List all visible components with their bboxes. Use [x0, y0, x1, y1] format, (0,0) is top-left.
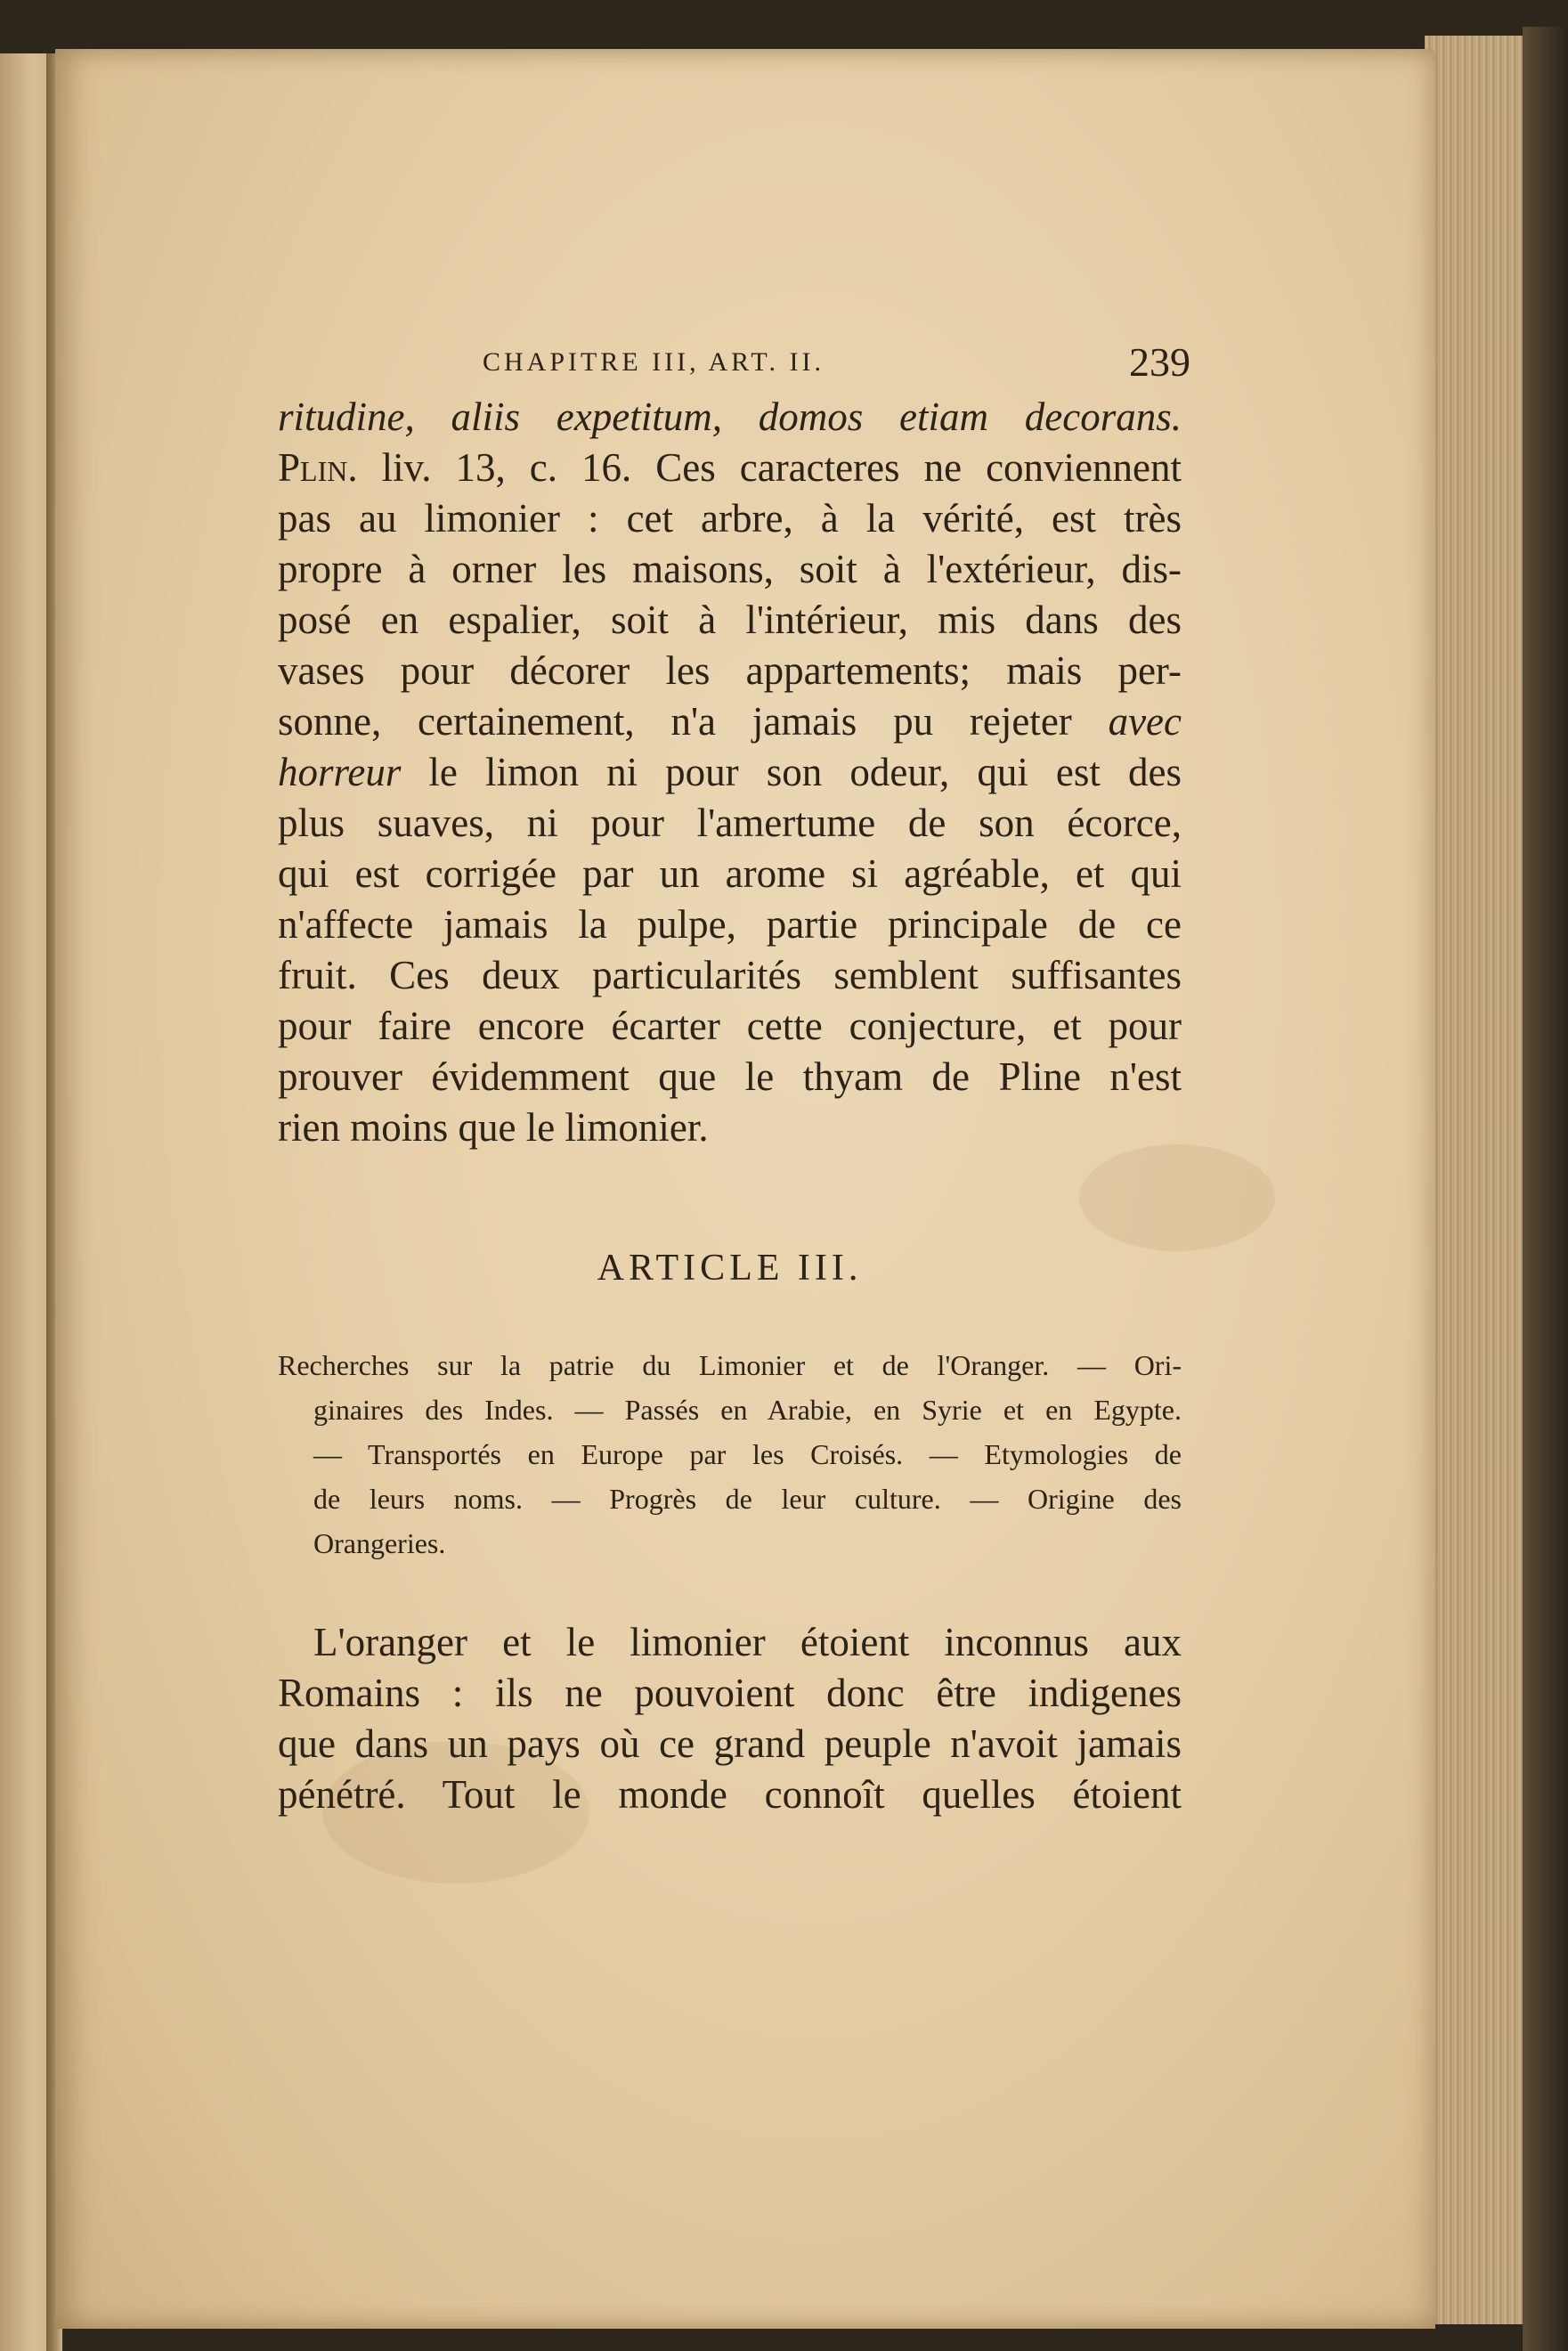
paragraph-2 [278, 1617, 1182, 1820]
summary-line: — Transportés en Europe par les Croisés. — Etymologies de [313, 1438, 1182, 1470]
text-line: vases pour décorer les appartements; mais per- [278, 648, 1182, 693]
text-line: ritudine, aliis expetitum, domos etiam decorans. [278, 395, 1182, 439]
article-heading: ARTICLE III. [597, 1248, 863, 1289]
text-line: propre à orner les maisons, soit à l'extérieur, dis- [278, 547, 1182, 591]
text-line: qui est corrigée par un arome si agréable, et qui [278, 851, 1182, 896]
text-line: prouver évidemment que le thyam de Pline n'est [278, 1054, 1182, 1099]
running-title: CHAPITRE III, ART. II. [483, 347, 825, 377]
text-line: rien moins que le limonier. [278, 1105, 709, 1150]
text-line: pas au limonier : cet arbre, à la vérité, est très [278, 496, 1182, 541]
text-line: plus suaves, ni pour l'amertume de son écorce, [278, 801, 1182, 845]
paragraph-1 [278, 392, 1182, 1153]
text-line: Romains : ils ne pouvoient donc être indigenes [278, 1671, 1182, 1715]
summary-line: Recherches sur la patrie du Limonier et de l'Oranger. — Ori- [278, 1349, 1182, 1381]
background-shadow [1523, 27, 1568, 2351]
text-line: que dans un pays où ce grand peuple n'avoit jamais [278, 1721, 1182, 1766]
text-line: L'oranger et le limonier étoient inconnus aux [313, 1620, 1182, 1664]
running-head [278, 338, 1190, 392]
article-summary [278, 1343, 1182, 1566]
text-line: sonne, certainement, n'a jamais pu rejeter avec [278, 699, 1182, 744]
text-line: pénétré. Tout le monde connoît quelles étoient [278, 1772, 1182, 1817]
book-page [55, 49, 1435, 2329]
text-line: n'affecte jamais la pulpe, partie principale de ce [278, 902, 1182, 947]
text-line: pour faire encore écarter cette conjecture, et pour [278, 1004, 1182, 1048]
summary-line: de leurs noms. — Progrès de leur culture. — Origine des [313, 1483, 1182, 1515]
page-fore-edge [1425, 36, 1526, 2324]
summary-line: Orangeries. [313, 1527, 446, 1559]
text-line: Plin. liv. 13, c. 16. Ces caracteres ne conviennent [278, 445, 1182, 490]
summary-line: ginaires des Indes. — Passés en Arabie, en Syrie et en Egypte. [313, 1394, 1182, 1426]
text-line: fruit. Ces deux particularités semblent suffisantes [278, 953, 1182, 997]
page-number: 239 [1129, 339, 1190, 385]
text-line: horreur le limon ni pour son odeur, qui est des [278, 750, 1182, 794]
text-block [278, 338, 1190, 1820]
text-line: posé en espalier, soit à l'intérieur, mis dans des [278, 598, 1182, 642]
